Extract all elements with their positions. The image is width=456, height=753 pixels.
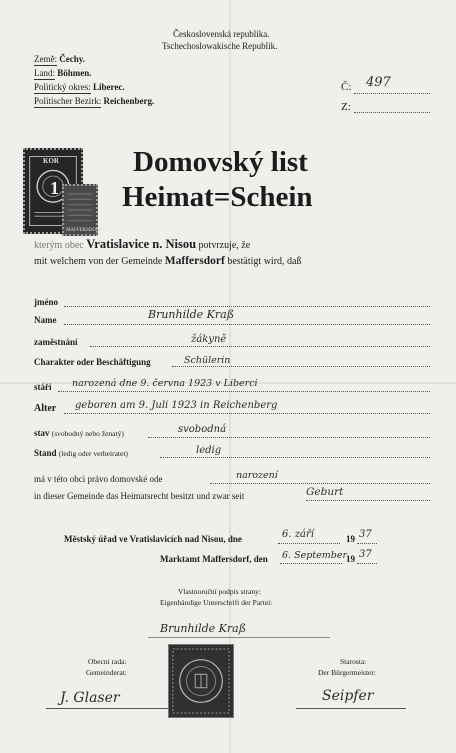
alter-value: geboren am 9. Juli 1923 in Reichenberg xyxy=(75,400,278,411)
c-label: Č: xyxy=(341,81,352,93)
mayor-line xyxy=(296,708,406,709)
zamestnani-line xyxy=(90,346,430,347)
republic-cz: Československá republika. xyxy=(173,29,270,39)
name-label: Name xyxy=(34,315,57,325)
title-cz: Domovský list xyxy=(133,146,308,178)
issue-de-year: 37 xyxy=(359,549,372,560)
issue-de-year-prefix: 19 xyxy=(346,554,355,564)
zeme-row: Země: Čechy. xyxy=(34,54,85,64)
stari-line xyxy=(58,391,430,392)
z-line xyxy=(354,112,430,113)
intro-de: mit welchem von der Gemeinde Maffersdorf bestätigt wird, daß xyxy=(34,255,302,267)
charakter-value: Schülerin xyxy=(184,355,231,366)
mayor-signature: Seipfer xyxy=(322,688,374,704)
revenue-stamp-top: KOR xyxy=(43,157,59,165)
issue-de-date: 6. September xyxy=(282,550,347,561)
seal-stamp-word: MAFFERSDORF xyxy=(66,228,103,233)
intro-cz: kterým obec Vratislavice n. Nisou potvrzuje, že xyxy=(34,237,251,251)
zamestnani-label: zaměstnání xyxy=(34,337,78,347)
municipal-seal-stamp xyxy=(62,184,103,236)
official-seal-graphic xyxy=(169,645,233,717)
party-signature-value: Brunhilde Kraß xyxy=(160,622,247,635)
c-line xyxy=(354,93,430,94)
mayor-cz: Starosta: xyxy=(340,657,367,666)
right-de-value: Geburt xyxy=(306,486,344,498)
issue-cz-year-line xyxy=(357,543,377,544)
stav-value: svobodná xyxy=(178,424,227,435)
right-cz-line xyxy=(210,483,430,484)
stand-line xyxy=(160,457,430,458)
official-seal xyxy=(168,644,234,718)
alter-line xyxy=(64,413,430,414)
issue-de-date-line xyxy=(280,563,342,564)
issue-de-text: Marktamt Maffersdorf, den xyxy=(160,554,268,564)
stari-label: stáří xyxy=(34,382,52,392)
right-de-label: in dieser Gemeinde das Heimatsrecht besitzt und zwar seit xyxy=(34,491,245,501)
stari-value: narozená dne 9. června 1923 v Liberci xyxy=(72,378,258,389)
charakter-label: Charakter oder Beschäftigung xyxy=(34,357,151,367)
issue-cz-year-prefix: 19 xyxy=(346,534,355,544)
stand-row: Stand (ledig oder verheiratet) xyxy=(34,448,128,458)
z-label: Z: xyxy=(341,101,351,113)
party-signature-de: Eigenhändige Unterschrift der Partei: xyxy=(160,598,273,607)
alter-label: Alter xyxy=(34,403,57,414)
issue-cz-date-line xyxy=(278,543,340,544)
revenue-stamp-value: 1 xyxy=(50,178,59,198)
title-de: Heimat=Schein xyxy=(122,181,313,213)
council-cz: Obecní rada: xyxy=(88,657,127,666)
right-cz-value: narození xyxy=(236,470,278,481)
stav-row: stav (svobodný nebo ženatý) xyxy=(34,428,124,438)
name-value: Brunhilde Kraß xyxy=(148,308,235,321)
jmeno-label: jméno xyxy=(34,297,58,307)
stav-line xyxy=(148,437,430,438)
issue-cz-date: 6. září xyxy=(282,529,314,540)
charakter-line xyxy=(172,366,430,367)
council-de: Gemeinderat: xyxy=(86,668,127,677)
right-cz-label: má v této obci právo domovské ode xyxy=(34,474,163,484)
issue-cz-text: Městský úřad ve Vratislavicích nad Nisou, dne xyxy=(64,534,242,544)
council-signature: J. Glaser xyxy=(60,690,120,706)
mayor-de: Der Bürgermeister: xyxy=(318,668,376,677)
fold-crease-vertical xyxy=(229,0,231,753)
republic-de: Tschechoslowakische Republik. xyxy=(162,41,278,51)
seal-stamp-graphic xyxy=(64,186,96,234)
jmeno-line xyxy=(64,306,430,307)
issue-cz-year: 37 xyxy=(359,529,372,540)
council-line xyxy=(46,708,168,709)
okres-row: Politický okres: Liberec. xyxy=(34,82,125,92)
party-signature-line xyxy=(148,637,330,638)
name-line xyxy=(64,324,430,325)
right-de-line xyxy=(306,500,430,501)
party-signature-cz: Vlastnoruční podpis strany: xyxy=(178,587,261,596)
bezirk-row: Politischer Bezirk: Reichenberg. xyxy=(34,96,155,106)
zamestnani-value: žákyně xyxy=(191,334,227,345)
c-value: 497 xyxy=(366,75,391,90)
stand-value: ledig xyxy=(196,445,222,456)
land-row: Land: Böhmen. xyxy=(34,68,92,78)
issue-de-year-line xyxy=(357,563,377,564)
